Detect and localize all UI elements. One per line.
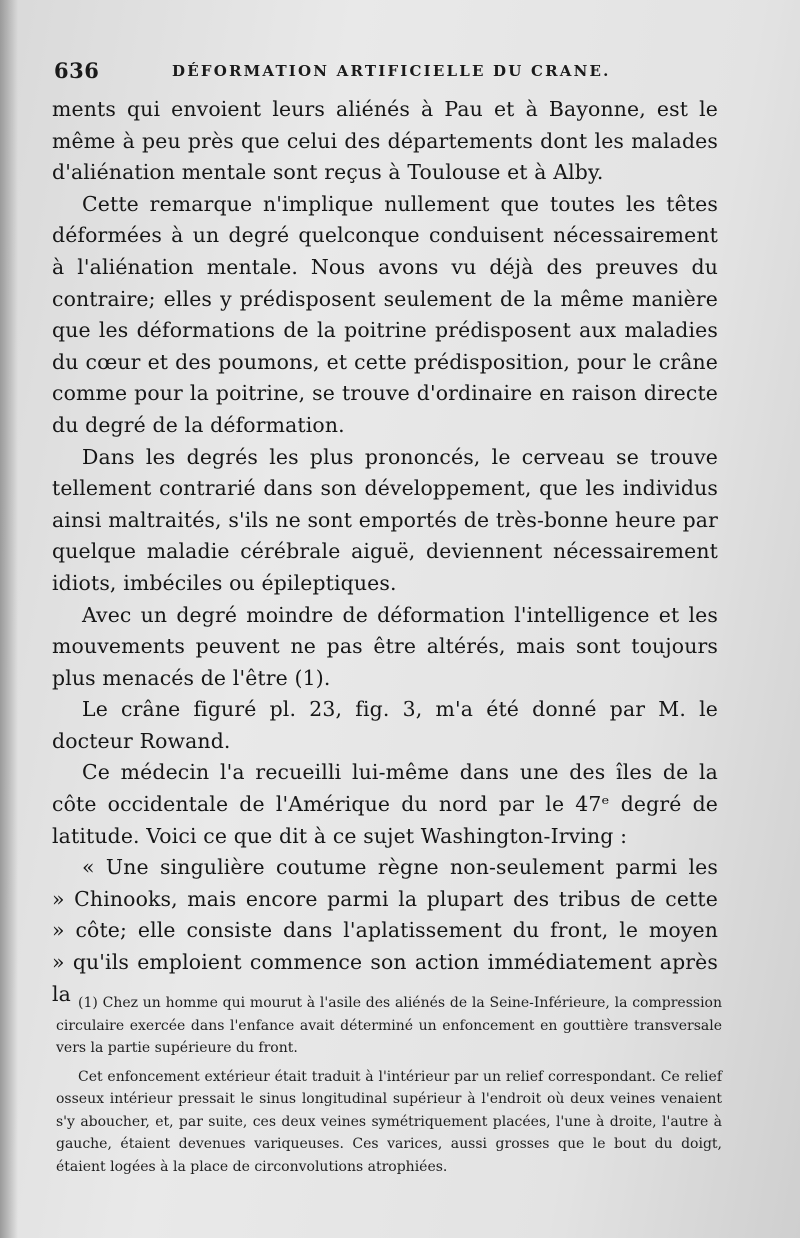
- footnote: (1) Chez un homme qui mourut à l'asile des aliénés de la Seine-Inférieure, la compression circulaire exercée dans l'enfance avait déterminé un enfoncement en gouttière transversale vers la partie supérieure du front.: [56, 995, 722, 1056]
- page-gutter-shadow: [0, 0, 18, 1238]
- quote-line: » Chinooks, mais encore parmi la plupart des tribus de cette: [52, 886, 718, 911]
- running-head: DÉFORMATION ARTIFICIELLE DU CRANE.: [172, 62, 611, 80]
- page-number: 636: [54, 58, 100, 83]
- page-header: [54, 58, 754, 88]
- paragraph: Ce médecin l'a recueilli lui-même dans une des îles de la côte occidentale de l'Amérique du nord par le 47ᵉ degré de latitude. Voici ce que dit à ce sujet Washington-Irving :: [52, 760, 718, 848]
- footnotes: [56, 992, 722, 1178]
- quote-line: » côte; elle consiste dans l'aplatissement du front, le moyen: [52, 918, 718, 943]
- paragraph: ments qui envoient leurs aliénés à Pau et à Bayonne, est le même à peu près que celui des départements dont les malades d'aliénation mentale sont reçus à Toulouse et à Alby.: [52, 97, 718, 185]
- paragraph: Le crâne figuré pl. 23, fig. 3, m'a été donné par M. le docteur Rowand.: [52, 697, 718, 753]
- paragraph: Avec un degré moindre de déformation l'intelligence et les mouvements peuvent ne pas être altérés, mais sont toujours plus menacés de l'être (1).: [52, 602, 718, 690]
- main-text: [52, 94, 718, 1010]
- footnote: Cet enfoncement extérieur était traduit à l'intérieur par un relief correspondant. Ce relief osseux intérieur pressait le sinus longitudinal supérieur à l'endroit où deux veines venaient s'y aboucher, et, par suite, ces deux veines symétriquement placées, l'une à droite, l'autre à gauche, étaient devenues variqueuses. Ces varices, aussi grosses que le bout du doigt, étaient logées à la place de circonvolutions atrophiées.: [56, 1068, 722, 1175]
- paragraph: Cette remarque n'implique nullement que toutes les têtes déformées à un degré quelconque conduisent nécessairement à l'aliénation mentale. Nous avons vu déjà des preuves du contraire; elles y prédisposent seulement de la même manière que les déformations de la poitrine prédisposent aux maladies du cœur et des poumons, et cette prédisposition, pour le crâne comme pour la poitrine, se trouve d'ordinaire en raison directe du degré de la déformation.: [52, 191, 718, 437]
- quotation-block: [52, 852, 718, 1010]
- quote-line: « Une singulière coutume règne non-seulement parmi les: [82, 855, 718, 880]
- quote-line: » qu'ils emploient commence son action immédiatement après la: [52, 950, 718, 1006]
- paragraph: Dans les degrés les plus prononcés, le cerveau se trouve tellement contrarié dans son développement, que les individus ainsi maltraités, s'ils ne sont emportés de très-bonne heure par quelque maladie cérébrale aiguë, deviennent nécessairement idiots, imbéciles ou épileptiques.: [52, 444, 718, 595]
